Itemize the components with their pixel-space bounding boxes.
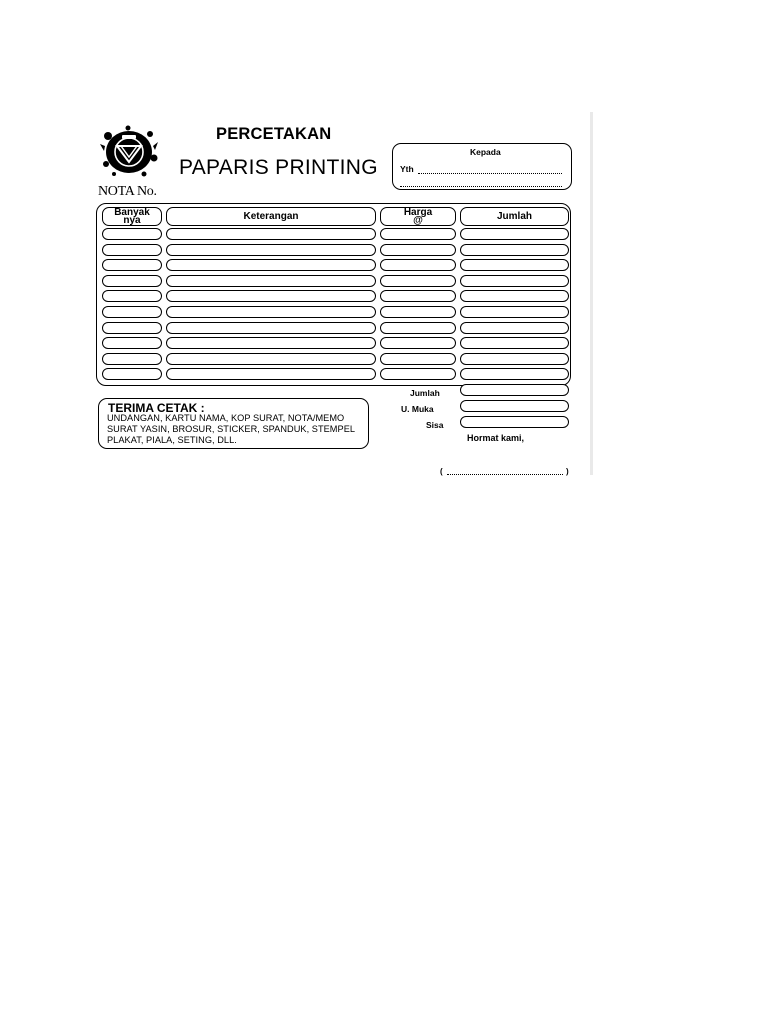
row-4-price-field[interactable] (380, 275, 456, 287)
row-10-price-field[interactable] (380, 368, 456, 380)
row-3-qty-field[interactable] (102, 259, 162, 271)
row-8-amount-field[interactable] (460, 337, 569, 349)
column-header-banyaknya-line1: Banyak (114, 206, 150, 218)
services-line-2: SURAT YASIN, BROSUR, STICKER, SPANDUK, STEMPEL (107, 424, 356, 434)
summary-sisa-label: Sisa (426, 420, 444, 430)
row-1-qty-field[interactable] (102, 228, 162, 240)
yth-label: Yth (400, 164, 414, 174)
shop-name-title: PAPARIS PRINTING (179, 156, 378, 179)
row-8-description-field[interactable] (166, 337, 376, 349)
column-header-jumlah-label: Jumlah (496, 210, 532, 222)
signature-close-paren: ) (566, 467, 569, 476)
summary-jumlah-field[interactable] (460, 384, 569, 396)
row-6-description-field[interactable] (166, 306, 376, 318)
row-4-amount-field[interactable] (460, 275, 569, 287)
row-6-price-field[interactable] (380, 306, 456, 318)
row-7-amount-field[interactable] (460, 322, 569, 334)
recipient-title: Kepada (470, 147, 501, 157)
row-7-price-field[interactable] (380, 322, 456, 334)
row-9-description-field[interactable] (166, 353, 376, 365)
row-3-amount-field[interactable] (460, 259, 569, 271)
row-2-price-field[interactable] (380, 244, 456, 256)
row-10-description-field[interactable] (166, 368, 376, 380)
closing-text: Hormat kami, (467, 433, 525, 443)
row-6-qty-field[interactable] (102, 306, 162, 318)
column-header-harga (380, 207, 456, 226)
nota-number-label: NOTA No. (98, 184, 157, 199)
services-line-3: PLAKAT, PIALA, SETING, DLL. (107, 435, 237, 445)
services-title: TERIMA CETAK : (108, 401, 205, 415)
column-header-harga-line1: Harga (403, 206, 433, 218)
row-5-price-field[interactable] (380, 290, 456, 302)
row-5-description-field[interactable] (166, 290, 376, 302)
column-header-harga-line2: @ (413, 214, 423, 226)
row-2-description-field[interactable] (166, 244, 376, 256)
row-2-qty-field[interactable] (102, 244, 162, 256)
signature-line[interactable] (447, 466, 563, 475)
row-4-description-field[interactable] (166, 275, 376, 287)
row-1-description-field[interactable] (166, 228, 376, 240)
row-9-qty-field[interactable] (102, 353, 162, 365)
services-line-1: UNDANGAN, KARTU NAMA, KOP SURAT, NOTA/MEMO (107, 413, 345, 423)
row-2-amount-field[interactable] (460, 244, 569, 256)
column-header-banyaknya (102, 207, 162, 226)
row-8-qty-field[interactable] (102, 337, 162, 349)
row-3-price-field[interactable] (380, 259, 456, 271)
summary-uang-muka-field[interactable] (460, 400, 569, 412)
column-header-keterangan-label: Keterangan (243, 210, 299, 222)
row-1-price-field[interactable] (380, 228, 456, 240)
row-1-amount-field[interactable] (460, 228, 569, 240)
sheet-edge-shadow (590, 112, 593, 475)
recipient-address-line[interactable] (400, 176, 562, 187)
row-10-amount-field[interactable] (460, 368, 569, 380)
column-header-banyaknya-line2: nya (123, 214, 141, 226)
summary-sisa-field[interactable] (460, 416, 569, 428)
row-10-qty-field[interactable] (102, 368, 162, 380)
row-9-amount-field[interactable] (460, 353, 569, 365)
summary-jumlah-label: Jumlah (410, 388, 440, 398)
summary-uang-muka-label: U. Muka (401, 404, 434, 414)
row-6-amount-field[interactable] (460, 306, 569, 318)
column-header-keterangan (166, 207, 376, 226)
signature-open-paren: ( (440, 467, 443, 476)
row-5-qty-field[interactable] (102, 290, 162, 302)
row-3-description-field[interactable] (166, 259, 376, 271)
row-9-price-field[interactable] (380, 353, 456, 365)
row-4-qty-field[interactable] (102, 275, 162, 287)
column-header-jumlah (460, 207, 569, 226)
row-7-description-field[interactable] (166, 322, 376, 334)
row-5-amount-field[interactable] (460, 290, 569, 302)
recipient-name-line[interactable] (418, 163, 562, 174)
printing-logo-icon (100, 124, 158, 178)
shop-type-title: PERCETAKAN (216, 125, 332, 143)
row-8-price-field[interactable] (380, 337, 456, 349)
row-7-qty-field[interactable] (102, 322, 162, 334)
